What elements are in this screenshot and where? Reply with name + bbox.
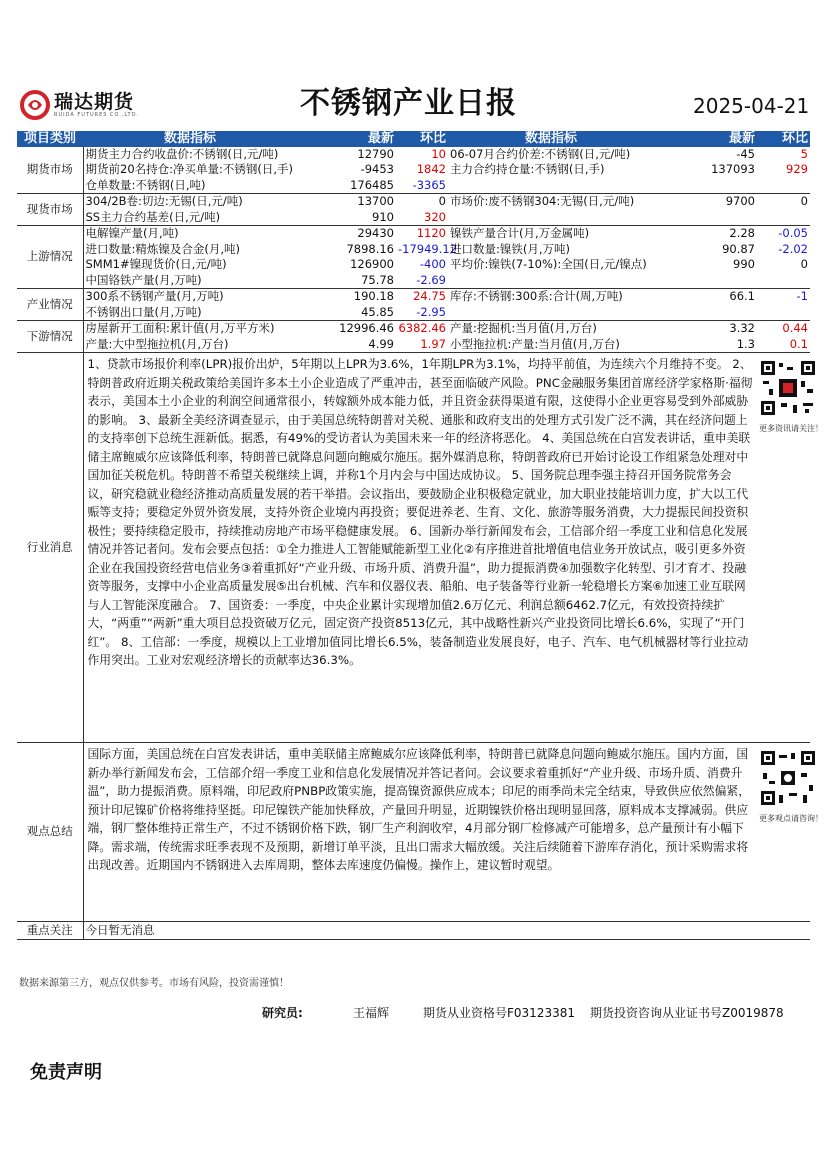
news-row	[17, 353, 810, 743]
cell-indicator: 市场价:废不锈钢304:无锡(日,元/吨)	[450, 194, 635, 208]
table-row	[17, 178, 810, 194]
header-category: 项目类别	[17, 131, 83, 147]
brand-logo	[20, 90, 139, 120]
qr-caption-2: 更多观点请咨询！	[759, 814, 823, 823]
header-indicator-2: 数据指标	[448, 131, 654, 147]
brand-name: 瑞达期货	[54, 91, 135, 113]
cell-change: -2.95	[396, 305, 448, 321]
cell-indicator: 06-07月合约价差:不锈钢(日,元/吨)	[450, 146, 631, 161]
qr-block-1	[757, 353, 823, 743]
cell-indicator: 期货前20名持仓:净买单量:不锈钢(日,手)	[85, 162, 294, 176]
cell-indicator: 平均价:镍铁(7-10%):全国(日,元/镍点)	[450, 257, 647, 271]
category-industry: 产业情况	[17, 289, 83, 321]
cell-latest: 90.87	[722, 241, 755, 256]
cell-indicator: 库存:不锈钢:300系:合计(周,万吨)	[450, 289, 623, 303]
category-view: 观点总结	[17, 743, 83, 922]
cell-indicator: 304/2B卷:切边:无锡(日,元/吨)	[85, 194, 243, 208]
category-futures: 期货市场	[17, 147, 83, 194]
cell-change: 6382.46	[398, 321, 446, 335]
table-row	[17, 162, 810, 178]
cell-indicator: SMM1#镍现货价(日,元/吨)	[85, 257, 227, 271]
report-date: 2025-04-21	[693, 94, 810, 118]
disclaimer-title: 免责声明	[30, 1062, 102, 1083]
cell-latest: 13700	[357, 194, 394, 208]
cell-change: 1.97	[396, 337, 448, 353]
category-news: 行业消息	[17, 353, 83, 743]
cell-indicator: 期货主力合约收盘价:不锈钢(日,元/吨)	[85, 146, 279, 161]
focus-text: 今日暂无消息	[83, 922, 810, 940]
qr-code-icon	[759, 359, 817, 417]
cell-latest: 29430	[357, 226, 394, 240]
header-latest-2: 最新	[654, 131, 757, 147]
category-upstream: 上游情况	[17, 226, 83, 289]
category-spot: 现货市场	[17, 194, 83, 226]
cell-indicator: 仓单数量:不锈钢(日,吨)	[83, 178, 297, 194]
cell-change: 929	[786, 162, 808, 176]
table-row	[17, 321, 810, 337]
cell-latest: 910	[297, 210, 396, 226]
cell-change: -17949.12	[398, 241, 458, 256]
ruida-logo-icon	[20, 90, 50, 120]
cell-indicator: 产量:大中型拖拉机(月,万台)	[83, 337, 297, 353]
researcher-label: 研究员:	[262, 1006, 303, 1020]
qr-caption-1: 更多资讯请关注！	[759, 424, 823, 433]
researcher-license-2: 期货投资咨询从业证书号Z0019878	[590, 1006, 784, 1020]
cell-indicator: 镍铁产量合计(月,万金属吨)	[450, 226, 590, 240]
cell-change: 24.75	[413, 289, 446, 303]
header-change: 环比	[396, 131, 448, 147]
cell-latest: 66.1	[729, 289, 755, 303]
view-row	[17, 743, 810, 922]
qr-code-icon	[759, 749, 817, 807]
cell-latest: 7898.16	[346, 241, 394, 256]
cell-change: 0	[438, 194, 446, 208]
cell-change: 320	[396, 210, 448, 226]
view-text: 国际方面，美国总统在白宫发表讲话，重申美联储主席鲍威尔应该降低利率，特朗普已就降息问题向鲍威尔施压。国内方面，国新办举行新闻发布会，工信部介绍一季度工业和信息化发展情况并答记者问。会议要求着重抓好“产业升级、市场升质、消费升温”，助力提振消费。原料端，印尼政府PNBP政策实施，提高镍资源供应成本；印尼的雨季尚未完全结束，导致供应依然偏紧，预计印尼镍矿价格将维持坚挺。印尼镍铁产能加快释放，产量回升明显，近期镍铁价格出现明显回落，原料成本支撑减弱。供应端，钢厂整体维持正常生产，不过不锈钢价格下跌，钢厂生产利润收窄，4月部分钢厂检修减产可能增多，总产量预计有小幅下降。需求端，传统需求旺季表现不及预期，新增订单平淡，且出口需求大幅放缓。关注后续随着下游库存消化，预计采购需求将出现改善。近期国内不锈钢进入去库周期，整体去库速度仍偏慢。操作上，建议暂时观望。	[83, 743, 757, 922]
table-header	[17, 131, 810, 147]
cell-indicator: 小型拖拉机:产量:当月值(月,万台)	[448, 337, 654, 353]
news-text: 1、贷款市场报价利率(LPR)报价出炉，5年期以上LPR为3.6%，1年期LPR为3.1%，均持平前值，为连续六个月维持不变。 2、特朗普政府近期关税政策给美国许多本土小企业造成了严重冲击，甚至面临破产风险。PNC金融服务集团首席经济学家格斯·福彻表示，美国本土小企业的利润空间通常很小，转嫁额外成本能力低，并且资金获得渠道有限，这使得小企业更容易受到外部威胁的影响。 3、最新全美经济调查显示，由于美国总统特朗普对关税、通胀和政府支出的处理方式引发广泛不满，其在经济问题上的支持率创下总统生涯新低。据悉，有49%的受访者认为美国未来一年的经济将恶化。 4、美国总统在白宫发表讲话，重申美联储主席鲍威尔应该降低利率，特朗普已就降息问题向鲍威尔施压。据外媒消息称，特朗普政府已开始讨论设工作组紧急处理对中国加征关税危机。特朗普不希望关税继续上调，并称1个月内会与中国达成协议。 5、国务院总理李强主持召开国务院常务会议，研究稳就业稳经济推动高质量发展的若干举措。会议指出，要鼓励企业积极稳定就业，加大职业技能培训力度，扩大以工代赈等支持；要稳定外贸外资发展，支持外资企业境内再投资；要促进养老、生育、文化、旅游等服务消费，大力提振民间投资积极性；要持续稳定股市，持续推动房地产市场平稳健康发展。 6、国新办举行新闻发布会，工信部介绍一季度工业和信息化发展情况并答记者问。发布会要点包括：①全力推进人工智能赋能新型工业化②有序推进首批增值电信业务开放试点，吸引更多外资企业在我国投资经营电信业务③着重抓好“产业升级、市场升质、消费升温”，助力提振消费④加强数字化转型、引才育才、投融资等服务，支撑中小企业高质量发展⑤出台机械、汽车和仪器仪表、船舶、电子装备等行业新一轮稳增长方案⑥加速工业互联网与人工智能深度融合。 7、国资委：一季度，中央企业累计实现增加值2.6万亿元、利润总额6462.7亿元，有效投资持续扩大，“两重”“两新”重大项目总投资破万亿元，固定资产投资8513亿元，其中战略性新兴产业投资同比增长6.6%，实现了“开门红”。 8、工信部：一季度，规模以上工业增加值同比增长6.5%，装备制造业发展良好，电子、汽车、电气机械器材等行业拉动作用突出。工业对宏观经济增长的贡献率达36.3%。	[83, 353, 757, 743]
researcher-name: 王福辉	[353, 1006, 390, 1020]
cell-indicator: 电解镍产量(月,吨)	[85, 226, 179, 240]
cell-indicator: 进口数量:镍铁(月,万吨)	[450, 241, 571, 256]
cell-indicator: 中国铬铁产量(月,万吨)	[83, 273, 297, 289]
focus-row	[17, 922, 810, 940]
cell-latest: 4.99	[297, 337, 396, 353]
cell-change: 0.44	[782, 321, 808, 335]
cell-latest: 45.85	[297, 305, 396, 321]
cell-latest: -9453	[360, 162, 394, 176]
cell-latest: 137093	[711, 162, 755, 176]
header-indicator: 数据指标	[83, 131, 297, 147]
table-row	[17, 226, 810, 242]
cell-indicator: 产量:挖掘机:当月值(月,万台)	[450, 321, 597, 335]
cell-change: 1120	[416, 226, 446, 240]
cell-latest: 12790	[357, 146, 394, 161]
cell-change: 10	[431, 146, 446, 161]
cell-latest: 176485	[297, 178, 396, 194]
cell-change: 5	[800, 146, 808, 161]
header-latest: 最新	[297, 131, 396, 147]
cell-latest: 190.18	[353, 289, 394, 303]
cell-latest: 126900	[350, 257, 394, 271]
cell-change: 0	[800, 257, 808, 271]
table-row	[17, 305, 810, 321]
cell-change: -2.69	[396, 273, 448, 289]
cell-latest: 2.28	[729, 226, 755, 240]
cell-change: 1842	[416, 162, 446, 176]
table-row	[17, 257, 810, 273]
cell-change: -1	[796, 289, 808, 303]
cell-change: 0.1	[757, 337, 810, 353]
cell-change: 0	[800, 194, 808, 208]
cell-latest: 9700	[725, 194, 755, 208]
cell-indicator: 300系不锈钢产量(月,万吨)	[85, 289, 224, 303]
cell-latest: 3.32	[729, 321, 755, 335]
table-row	[17, 147, 810, 163]
cell-change: -400	[419, 257, 446, 271]
source-note: 数据来源第三方，观点仅供参考。市场有风险，投资需谨慎！	[19, 978, 289, 989]
table-row	[17, 194, 810, 210]
table-row	[17, 242, 810, 258]
cell-latest: 1.3	[654, 337, 757, 353]
cell-change: -2.02	[778, 241, 808, 256]
header-change-2: 环比	[757, 131, 810, 147]
cell-indicator: 进口数量:精炼镍及合金(月,吨)	[85, 241, 241, 256]
category-downstream: 下游情况	[17, 321, 83, 353]
report-title: 不锈钢产业日报	[300, 86, 517, 121]
cell-indicator: 不锈钢出口量(月,万吨)	[83, 305, 297, 321]
brand-name-en: RUIDA FUTURES CO.,LTD.	[54, 112, 140, 118]
category-focus: 重点关注	[17, 922, 83, 940]
table-row	[17, 273, 810, 289]
cell-indicator: SS主力合约基差(日,元/吨)	[83, 210, 297, 226]
cell-latest: 75.78	[297, 273, 396, 289]
cell-latest: 12996.46	[339, 321, 394, 335]
table-row	[17, 210, 810, 226]
cell-indicator: 主力合约持仓量:不锈钢(日,手)	[450, 162, 605, 176]
researcher-license-1: 期货从业资格号F03123381	[423, 1006, 575, 1020]
cell-indicator: 房屋新开工面积:累计值(月,万平方米)	[85, 321, 275, 335]
data-table	[17, 131, 823, 940]
cell-latest: 990	[733, 257, 755, 271]
cell-change: -3365	[396, 178, 448, 194]
table-row	[17, 337, 810, 353]
cell-latest: -45	[736, 146, 755, 161]
cell-change: -0.05	[778, 226, 808, 240]
qr-block-2	[757, 743, 823, 922]
table-row	[17, 289, 810, 305]
